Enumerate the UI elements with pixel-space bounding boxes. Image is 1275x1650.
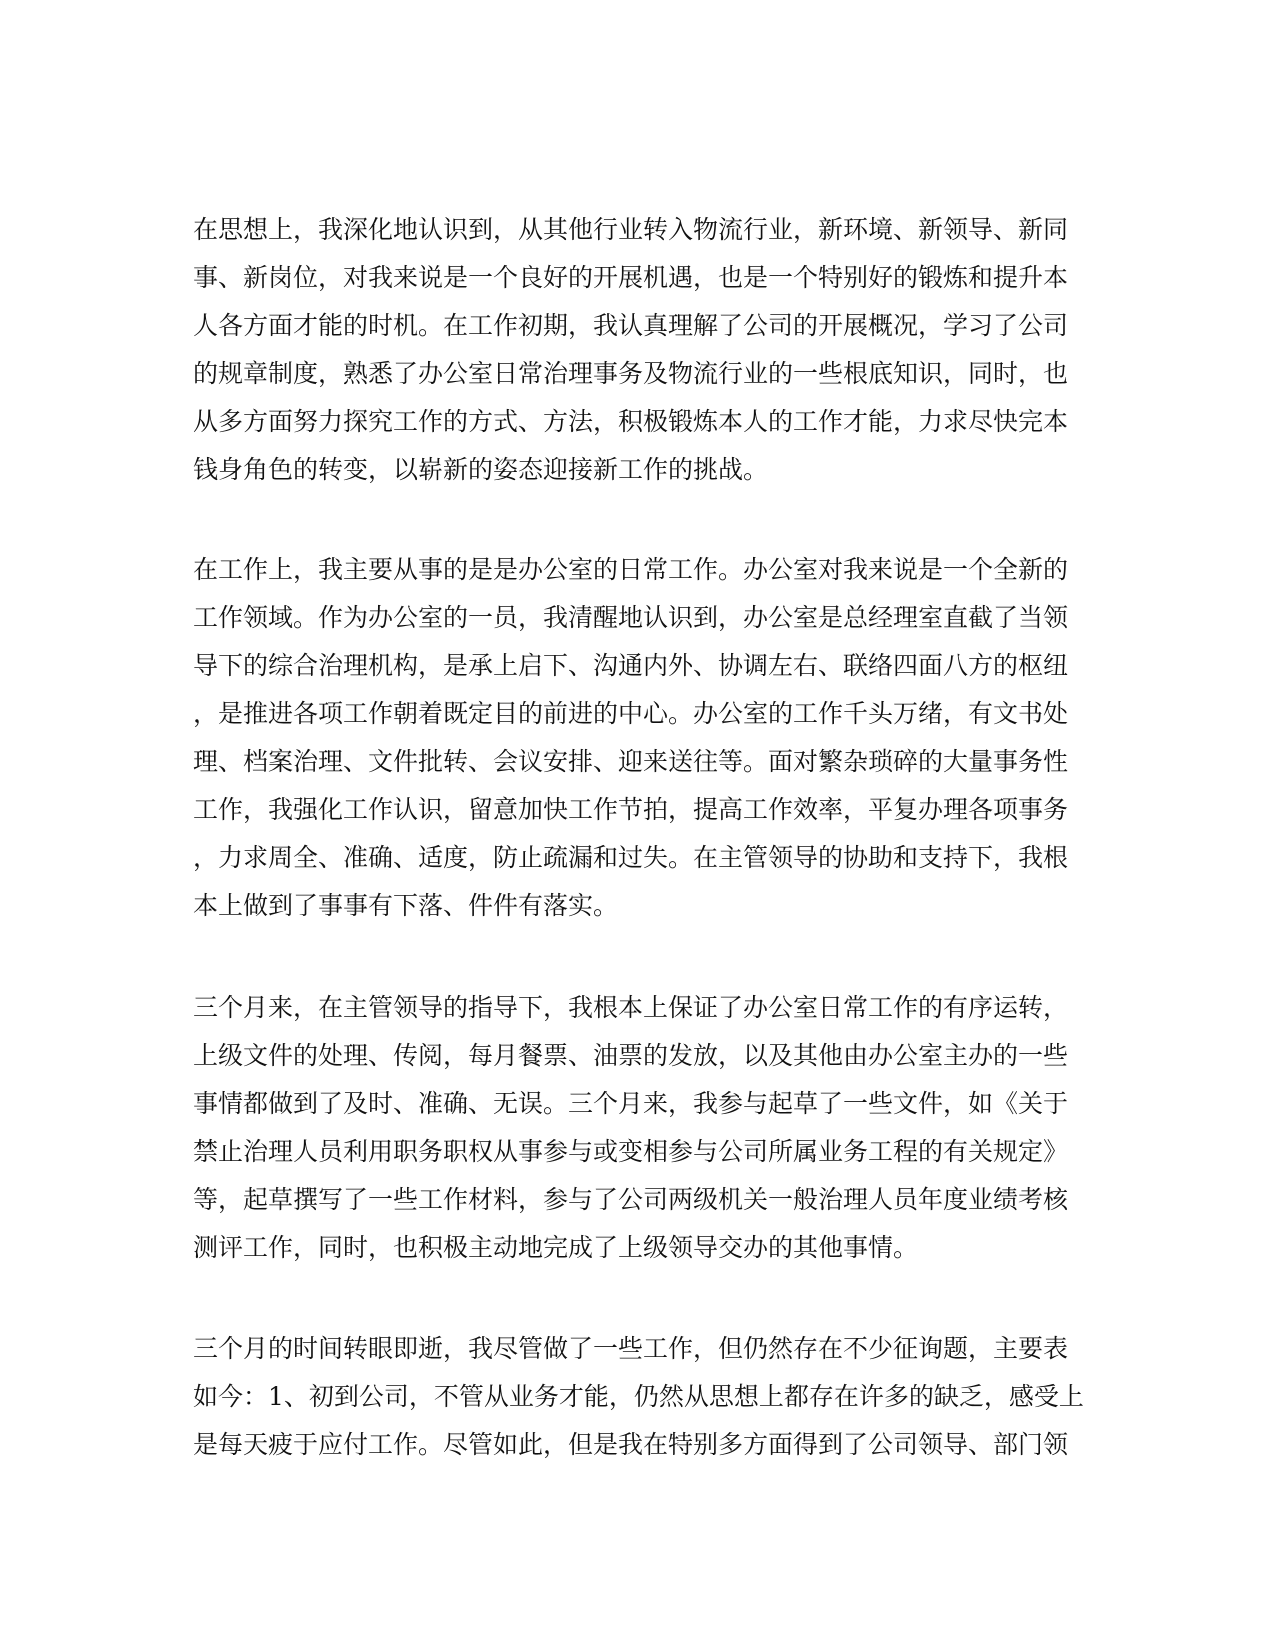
- text-line: 三个月的时间转眼即逝，我尽管做了一些工作，但仍然存在不少征询题，主要表: [193, 1334, 1069, 1363]
- text-line: 工作领域。作为办公室的一员，我清醒地认识到，办公室是总经理室直截了当领: [193, 603, 1069, 632]
- text-line: 事情都做到了及时、准确、无误。三个月来，我参与起草了一些文件，如《关于: [193, 1089, 1069, 1118]
- text-line: 在思想上，我深化地认识到，从其他行业转入物流行业，新环境、新领导、新同: [193, 215, 1069, 244]
- text-line: 工作，我强化工作认识，留意加快工作节拍，提高工作效率，平复办理各项事务: [193, 795, 1069, 824]
- text-line: 钱身角色的转变，以崭新的姿态迎接新工作的挑战。: [193, 455, 769, 484]
- paragraph-three-months: [193, 984, 1093, 1272]
- text-line: 从多方面努力探究工作的方式、方法，积极锻炼本人的工作才能，力求尽快完本: [193, 407, 1069, 436]
- paragraph-work: [193, 546, 1093, 930]
- text-line: 三个月来，在主管领导的指导下，我根本上保证了办公室日常工作的有序运转，: [193, 993, 1069, 1022]
- text-line: 禁止治理人员利用职务职权从事参与或变相参与公司所属业务工程的有关规定》: [193, 1137, 1069, 1166]
- text-line: 理、档案治理、文件批转、会议安排、迎来送往等。面对繁杂琐碎的大量事务性: [193, 747, 1069, 776]
- text-line: ，是推进各项工作朝着既定目的前进的中心。办公室的工作千头万绪，有文书处: [193, 699, 1069, 728]
- text-line: 导下的综合治理机构，是承上启下、沟通内外、协调左右、联络四面八方的枢纽: [193, 651, 1069, 680]
- text-line: 本上做到了事事有下落、件件有落实。: [193, 891, 619, 920]
- text-line: 的规章制度，熟悉了办公室日常治理事务及物流行业的一些根底知识，同时，也: [193, 359, 1069, 388]
- text-line: 是每天疲于应付工作。尽管如此，但是我在特别多方面得到了公司领导、部门领: [193, 1430, 1069, 1459]
- text-line: 测评工作，同时，也积极主动地完成了上级领导交办的其他事情。: [193, 1233, 919, 1262]
- text-line: 上级文件的处理、传阅，每月餐票、油票的发放，以及其他由办公室主办的一些: [193, 1041, 1069, 1070]
- text-line: 事、新岗位，对我来说是一个良好的开展机遇，也是一个特别好的锻炼和提升本: [193, 263, 1069, 292]
- text-line: 在工作上，我主要从事的是是办公室的日常工作。办公室对我来说是一个全新的: [193, 555, 1069, 584]
- paragraph-problems: [193, 1325, 1093, 1469]
- paragraph-thoughts: [193, 206, 1093, 494]
- text-line: ，力求周全、准确、适度，防止疏漏和过失。在主管领导的协助和支持下，我根: [193, 843, 1069, 872]
- text-line: 等，起草撰写了一些工作材料，参与了公司两级机关一般治理人员年度业绩考核: [193, 1185, 1069, 1214]
- text-line: 人各方面才能的时机。在工作初期，我认真理解了公司的开展概况，学习了公司: [193, 311, 1069, 340]
- text-line: 如今：1、初到公司，不管从业务才能，仍然从思想上都存在许多的缺乏，感受上: [193, 1382, 1084, 1411]
